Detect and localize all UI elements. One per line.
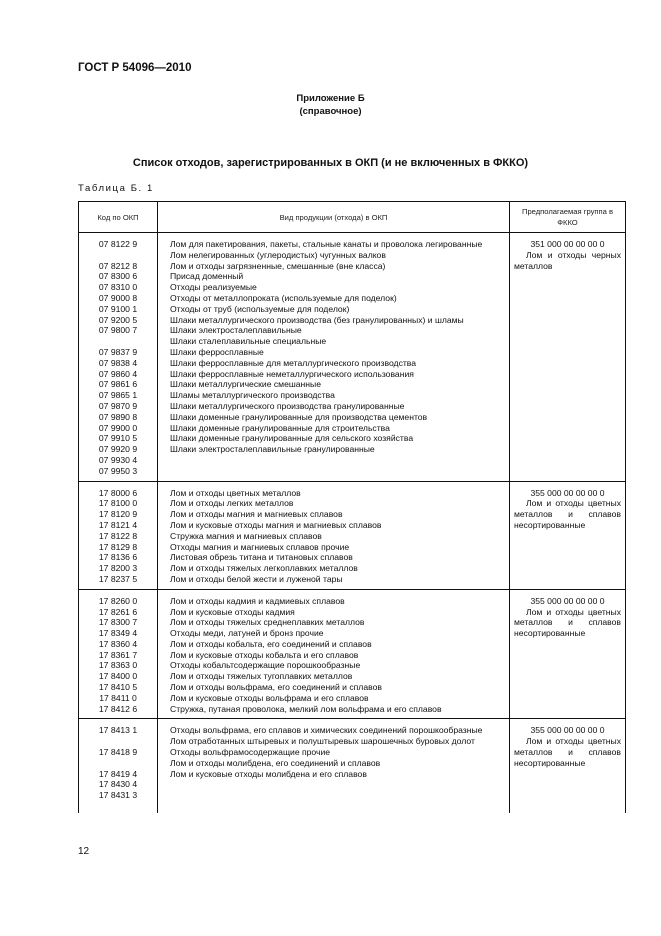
okp-code: 07 9200 5 (98, 314, 138, 325)
okp-code: 17 8349 4 (98, 628, 138, 639)
product-type: Шлаки ферросплавные неметаллургического использования (170, 368, 414, 379)
product-type: Шлаки металлургического производства (без гранулированных) и шламы (170, 314, 464, 325)
okp-code: 17 8100 0 (98, 498, 138, 509)
product-type: Листовая обрезь титана и титановых сплавов (170, 552, 353, 563)
okp-code: 07 9800 7 (98, 325, 138, 336)
okp-code: 17 8410 5 (98, 682, 138, 693)
okp-code: 07 9865 1 (98, 390, 138, 401)
okp-code: 17 8412 6 (98, 703, 138, 714)
okp-code: 17 8129 8 (98, 541, 138, 552)
okp-code: 07 9930 4 (98, 454, 138, 465)
fkko-group-name: Лом и отходы черных металлов (514, 249, 621, 271)
okp-code: 17 8411 0 (99, 692, 137, 703)
okp-code: 17 8121 4 (98, 519, 138, 530)
fkko-group-code: 355 000 00 00 00 0 (530, 725, 605, 736)
okp-code: 07 9837 9 (98, 346, 138, 357)
product-type: Шлаки электросталеплавильные (170, 325, 302, 336)
okp-code: 07 8212 8 (98, 260, 138, 271)
product-type: Отходы реализуемые (170, 282, 257, 293)
product-type: Лом нелегированных (углеродистых) чугунных валков (170, 249, 386, 260)
table-header-row (79, 202, 626, 233)
product-type: Шлаки сталеплавильные специальные (170, 336, 327, 347)
fkko-group-cell (510, 719, 626, 813)
okp-code-cell (79, 589, 158, 719)
okp-code: 07 9838 4 (98, 357, 138, 368)
table-label: Таблица Б. 1 (78, 183, 154, 194)
okp-code: 07 9900 0 (98, 422, 138, 433)
product-type: Лом и кусковые отходы кадмия (170, 606, 295, 617)
product-type: Шлаки электросталеплавильные гранулированные (170, 444, 375, 455)
document-code: ГОСТ Р 54096—2010 (78, 62, 192, 74)
okp-code: 07 9000 8 (98, 292, 138, 303)
okp-code: 17 8430 4 (98, 779, 138, 790)
product-type: Присад доменный (170, 271, 244, 282)
okp-code: 17 8400 0 (98, 671, 138, 682)
okp-code: 17 8363 0 (98, 660, 138, 671)
column-header-product-type: Вид продукции (отхода) в ОКП (158, 202, 510, 233)
fkko-group-code: 355 000 00 00 00 0 (530, 595, 605, 606)
product-type: Лом и отходы магния и магниевых сплавов (170, 509, 343, 520)
fkko-group-name: Лом и отходы цветных металлов и сплавов несортированные (514, 606, 621, 639)
column-header-fkko-group: Предполагаемая группа в ФККО (510, 202, 626, 233)
table-group-row (79, 233, 626, 482)
okp-code: 17 8260 0 (98, 595, 138, 606)
product-type: Шлаки доменные гранулированные для сельского хозяйства (170, 433, 414, 444)
product-type: Отходы от труб (используемые для поделок) (170, 303, 350, 314)
okp-code: 17 8300 7 (98, 617, 138, 628)
column-header-okp-code: Код по ОКП (79, 202, 158, 233)
table-group-row (79, 481, 626, 589)
okp-code: 17 8261 6 (98, 606, 138, 617)
okp-code: 07 9920 9 (98, 444, 138, 455)
okp-code: 17 8431 3 (98, 790, 138, 801)
product-type: Лом и отходы тяжелых легкоплавких металлов (170, 563, 358, 574)
product-type: Шламы металлургического производства (170, 390, 335, 401)
okp-code: 07 9870 9 (98, 400, 138, 411)
product-type: Стружка, путаная проволока, мелкий лом вольфрама и его сплавов (170, 703, 442, 714)
table-group-row (79, 719, 626, 813)
okp-code: 17 8000 6 (98, 487, 138, 498)
product-type: Отходы кобальтсодержащие порошкообразные (170, 660, 361, 671)
table-body (79, 233, 626, 814)
product-type: Шлаки ферросплавные для металлургического производства (170, 357, 417, 368)
okp-code: 17 8120 9 (98, 509, 138, 520)
okp-code: 17 8122 8 (98, 530, 138, 541)
waste-table (78, 201, 626, 813)
product-type: Лом и отходы кадмия и кадмиевых сплавов (170, 595, 345, 606)
okp-code: 07 8300 6 (98, 271, 138, 282)
product-type: Шлаки ферросплавные (170, 346, 264, 357)
fkko-group-name: Лом и отходы цветных металлов и сплавов несортированные (514, 736, 621, 768)
okp-code-cell (79, 719, 158, 813)
okp-code: 07 9100 1 (98, 303, 138, 314)
okp-code: 17 8237 5 (98, 573, 138, 584)
product-type: Отходы вольфрама, его сплавов и химических соединений порошкообразные (170, 725, 483, 736)
product-type: Лом для пакетирования, пакеты, стальные канаты и проволока легированные (170, 239, 483, 249)
okp-code: 07 8122 9 (98, 239, 138, 249)
product-type: Отходы вольфрамосодержащие прочие (170, 747, 331, 758)
product-type: Лом и кусковые отходы магния и магниевых сплавов (170, 519, 382, 530)
fkko-group-code: 355 000 00 00 00 0 (530, 487, 605, 498)
product-type: Отходы меди, латуней и бронз прочие (170, 628, 324, 639)
product-type: Лом и кусковые отходы кобальта и его сплавов (170, 649, 359, 660)
okp-code: 17 8419 4 (98, 768, 138, 779)
product-type: Отходы магния и магниевых сплавов прочие (170, 541, 350, 552)
product-type: Лом и отходы вольфрама, его соединений и сплавов (170, 682, 382, 693)
product-type-cell (158, 233, 510, 482)
product-type: Стружка магния и магниевых сплавов (170, 530, 322, 541)
okp-code: 07 9910 5 (98, 433, 138, 444)
fkko-group-cell (510, 233, 626, 482)
okp-code: 17 8200 3 (98, 563, 138, 574)
product-type: Шлаки доменные гранулированные для строительства (170, 422, 390, 433)
fkko-group-cell (510, 481, 626, 589)
okp-code: 07 9890 8 (98, 411, 138, 422)
product-type: Шлаки металлургического производства гранулированные (170, 400, 405, 411)
product-type: Лом и отходы белой жести и луженой тары (170, 573, 343, 584)
fkko-group-name: Лом и отходы цветных металлов и сплавов несортированные (514, 498, 621, 530)
fkko-group-code: 351 000 00 00 00 0 (530, 239, 605, 249)
product-type: Отходы от металлопроката (используемые для поделок) (170, 292, 397, 303)
product-type: Лом и отходы цветных металлов (170, 487, 301, 498)
product-type: Лом и отходы тяжелых среднеплавких металлов (170, 617, 365, 628)
okp-code: 17 8413 1 (98, 725, 138, 736)
appendix-heading (0, 92, 661, 118)
table-group-row (79, 589, 626, 719)
product-type: Лом и отходы загрязненные, смешанные (вне класса) (170, 260, 386, 271)
product-type: Лом и кусковые отходы молибдена и его сплавов (170, 768, 367, 779)
product-type: Лом отработанных штыревых и полуштыревых шарошечных буровых долот (170, 736, 475, 747)
product-type: Шлаки доменные гранулированные для производства цементов (170, 411, 428, 422)
okp-code-cell (79, 481, 158, 589)
okp-code: 07 9950 3 (98, 465, 138, 476)
product-type-cell (158, 589, 510, 719)
okp-code-cell (79, 233, 158, 482)
appendix-title: Приложение Б (296, 93, 365, 104)
product-type: Лом и кусковые отходы вольфрама и его сплавов (170, 692, 369, 703)
okp-code: 17 8136 6 (98, 552, 138, 563)
okp-code: 07 9861 6 (98, 379, 138, 390)
product-type-cell (158, 719, 510, 813)
product-type: Лом и отходы кобальта, его соединений и сплавов (170, 638, 372, 649)
okp-code: 07 9860 4 (98, 368, 138, 379)
product-type: Лом и отходы молибдена, его соединений и сплавов (170, 757, 381, 768)
fkko-group-cell (510, 589, 626, 719)
list-title: Список отходов, зарегистрированных в ОКП (и не включенных в ФККО) (132, 157, 529, 169)
okp-code: 07 8310 0 (98, 282, 138, 293)
product-type: Лом и отходы легких металлов (170, 498, 294, 509)
product-type: Шлаки металлургические смешанные (170, 379, 321, 390)
page-number: 12 (78, 846, 90, 857)
okp-code: 17 8418 9 (98, 747, 138, 758)
product-type-cell (158, 481, 510, 589)
product-type: Лом и отходы тяжелых тугоплавких металлов (170, 671, 353, 682)
appendix-note: (справочное) (299, 106, 362, 117)
okp-code: 17 8361 7 (98, 649, 138, 660)
okp-code: 17 8360 4 (98, 638, 138, 649)
